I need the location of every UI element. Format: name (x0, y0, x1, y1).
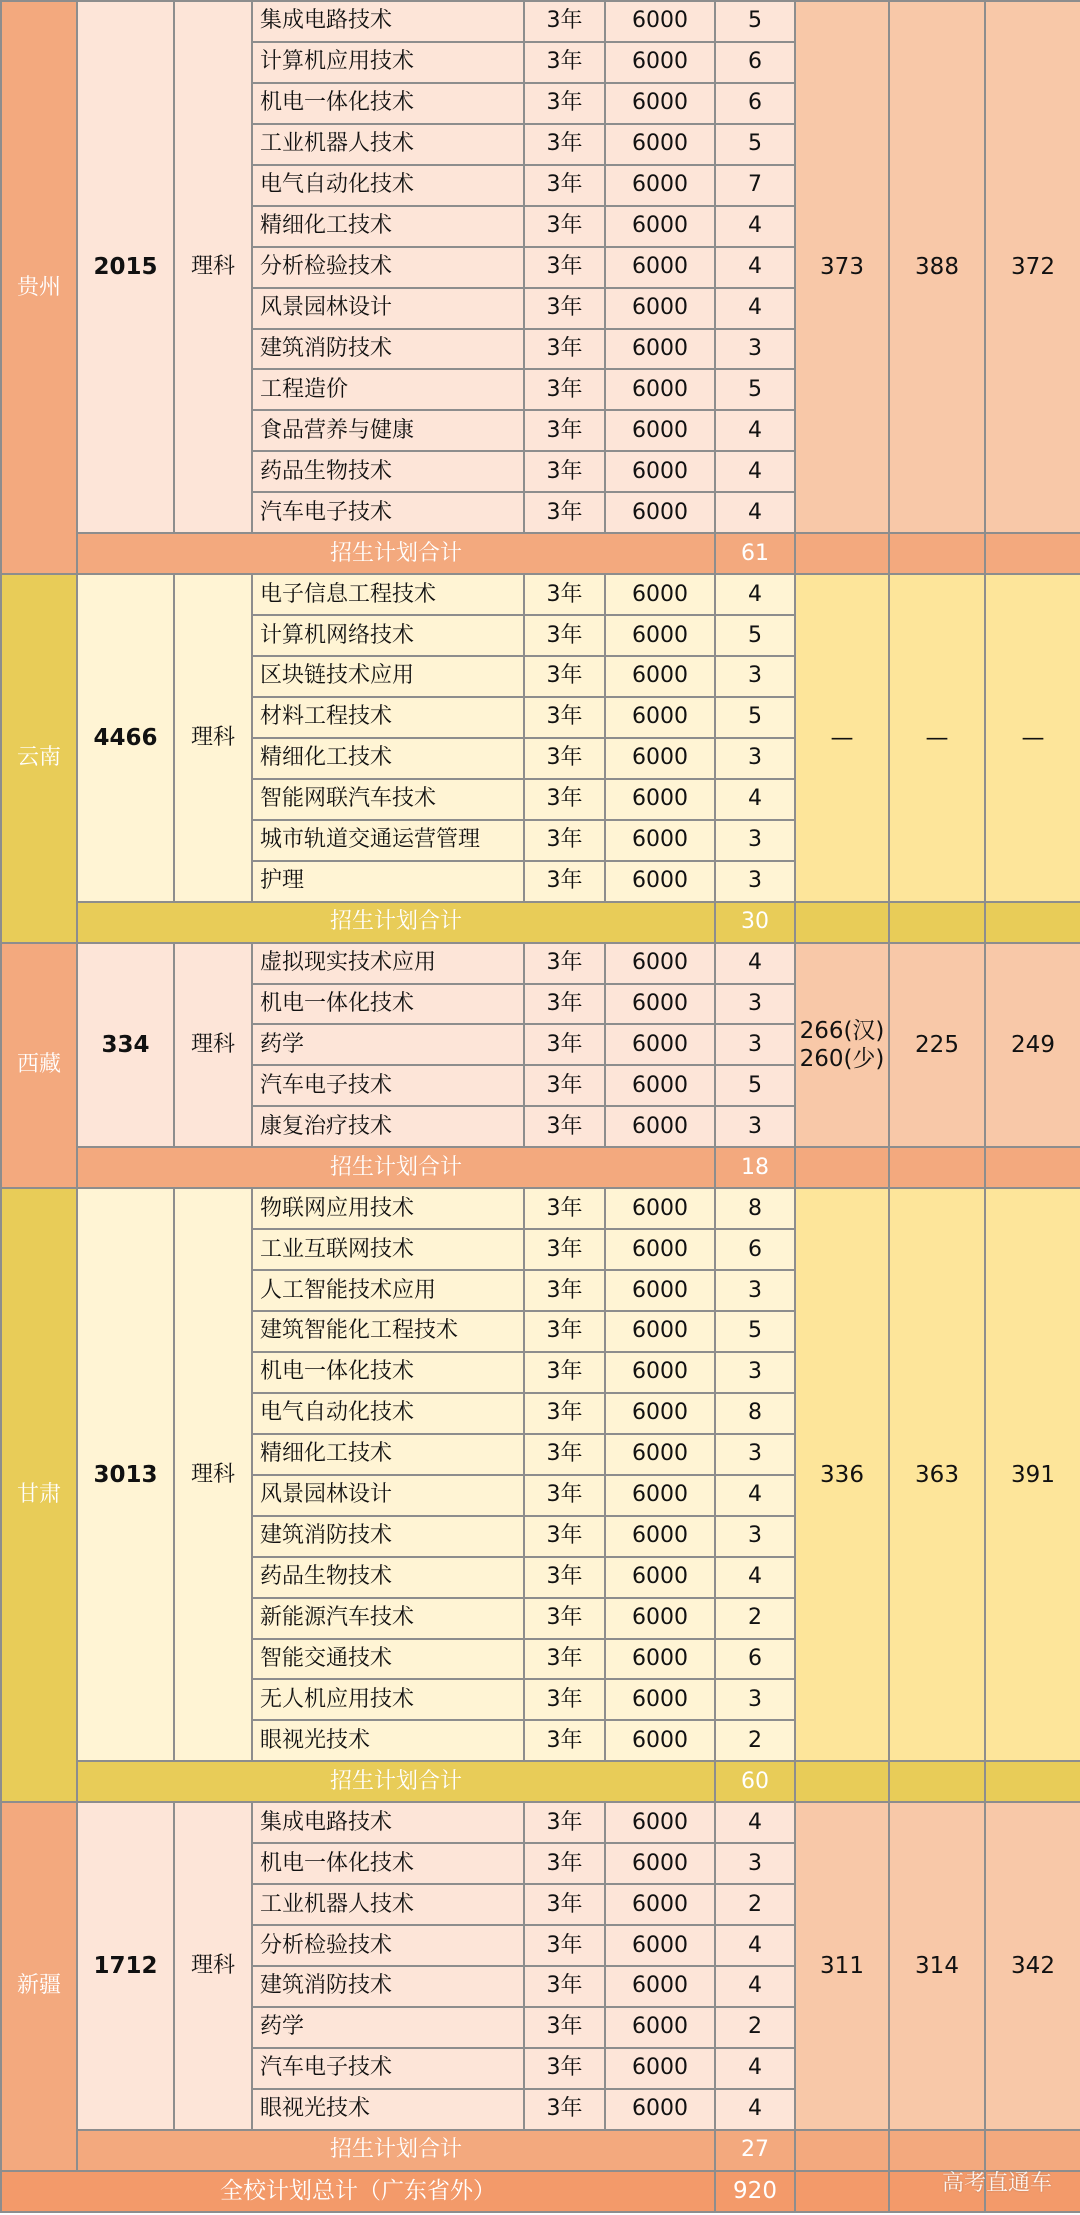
score-cell: 391 (985, 1188, 1080, 1761)
years-cell: 3年 (524, 1639, 605, 1680)
table-row (1, 1188, 1080, 1229)
major-cell: 无人机应用技术 (252, 1679, 524, 1720)
fee-cell: 6000 (605, 492, 715, 533)
major-cell: 城市轨道交通运营管理 (252, 820, 524, 861)
years-cell: 3年 (524, 2007, 605, 2048)
fee-cell: 6000 (605, 1720, 715, 1761)
plan-count-cell: 7 (715, 165, 795, 206)
fee-cell: 6000 (605, 165, 715, 206)
score-cell: 314 (889, 1802, 985, 2130)
plan-count-cell: 8 (715, 1188, 795, 1229)
years-cell: 3年 (524, 410, 605, 451)
province-cell: 西藏 (1, 943, 77, 1189)
plan-count-cell: 8 (715, 1393, 795, 1434)
fee-cell: 6000 (605, 779, 715, 820)
years-cell: 3年 (524, 1393, 605, 1434)
major-cell: 精细化工技术 (252, 1434, 524, 1475)
plan-count-cell: 3 (715, 1679, 795, 1720)
score-line: 260(少) (799, 1045, 885, 1072)
major-cell: 建筑消防技术 (252, 1966, 524, 2007)
fee-cell: 6000 (605, 574, 715, 615)
plan-count-cell: 4 (715, 451, 795, 492)
plan-count-cell: 6 (715, 1639, 795, 1680)
subtotal-empty-cell (795, 902, 889, 943)
years-cell: 3年 (524, 943, 605, 984)
plan-count-cell: 6 (715, 1229, 795, 1270)
years-cell: 3年 (524, 615, 605, 656)
fee-cell: 6000 (605, 861, 715, 902)
major-cell: 计算机应用技术 (252, 42, 524, 83)
plan-count-cell: 4 (715, 574, 795, 615)
subtotal-empty-cell (985, 2130, 1080, 2171)
major-cell: 药学 (252, 2007, 524, 2048)
years-cell: 3年 (524, 1966, 605, 2007)
years-cell: 3年 (524, 247, 605, 288)
plan-count-cell: 3 (715, 861, 795, 902)
plan-count-cell: 4 (715, 779, 795, 820)
fee-cell: 6000 (605, 1679, 715, 1720)
fee-cell: 6000 (605, 1598, 715, 1639)
years-cell: 3年 (524, 1557, 605, 1598)
major-cell: 汽车电子技术 (252, 2048, 524, 2089)
plan-count-cell: 4 (715, 1557, 795, 1598)
major-cell: 护理 (252, 861, 524, 902)
major-cell: 机电一体化技术 (252, 1843, 524, 1884)
fee-cell: 6000 (605, 1229, 715, 1270)
plan-count-cell: 3 (715, 1352, 795, 1393)
major-cell: 风景园林设计 (252, 1475, 524, 1516)
score-cell: — (985, 574, 1080, 902)
category-cell: 理科 (174, 1188, 252, 1761)
plan-count-cell: 3 (715, 984, 795, 1025)
years-cell: 3年 (524, 451, 605, 492)
years-cell: 3年 (524, 42, 605, 83)
plan-count-cell: 2 (715, 1598, 795, 1639)
major-cell: 康复治疗技术 (252, 1106, 524, 1147)
fee-cell: 6000 (605, 1270, 715, 1311)
fee-cell: 6000 (605, 329, 715, 370)
major-cell: 机电一体化技术 (252, 984, 524, 1025)
score-cell: 342 (985, 1802, 1080, 2130)
table-body (1, 1, 1080, 2212)
years-cell: 3年 (524, 1884, 605, 1925)
plan-count-cell: 3 (715, 1516, 795, 1557)
subtotal-empty-cell (985, 1761, 1080, 1802)
fee-cell: 6000 (605, 369, 715, 410)
years-cell: 3年 (524, 1106, 605, 1147)
plan-count-cell: 3 (715, 820, 795, 861)
plan-count-cell: 6 (715, 42, 795, 83)
major-cell: 计算机网络技术 (252, 615, 524, 656)
grand-total-empty-cell (795, 2171, 889, 2212)
subtotal-empty-cell (889, 902, 985, 943)
plan-count-cell: 4 (715, 1802, 795, 1843)
years-cell: 3年 (524, 656, 605, 697)
major-cell: 建筑智能化工程技术 (252, 1311, 524, 1352)
major-cell: 集成电路技术 (252, 1802, 524, 1843)
plan-count-cell: 4 (715, 247, 795, 288)
major-cell: 集成电路技术 (252, 1, 524, 42)
fee-cell: 6000 (605, 943, 715, 984)
fee-cell: 6000 (605, 124, 715, 165)
grand-total-row (1, 2171, 1080, 2212)
province-code-cell: 1712 (77, 1802, 174, 2130)
score-cell: 225 (889, 943, 985, 1148)
years-cell: 3年 (524, 288, 605, 329)
subtotal-empty-cell (795, 1147, 889, 1188)
years-cell: 3年 (524, 1188, 605, 1229)
years-cell: 3年 (524, 738, 605, 779)
watermark-text: 高考直通车 (941, 2171, 1052, 2196)
subtotal-row (1, 1147, 1080, 1188)
years-cell: 3年 (524, 1843, 605, 1884)
years-cell: 3年 (524, 83, 605, 124)
fee-cell: 6000 (605, 1106, 715, 1147)
table-row (1, 943, 1080, 984)
major-cell: 智能网联汽车技术 (252, 779, 524, 820)
major-cell: 分析检验技术 (252, 1925, 524, 1966)
major-cell: 风景园林设计 (252, 288, 524, 329)
major-cell: 药品生物技术 (252, 451, 524, 492)
fee-cell: 6000 (605, 697, 715, 738)
subtotal-empty-cell (889, 1147, 985, 1188)
years-cell: 3年 (524, 861, 605, 902)
fee-cell: 6000 (605, 1557, 715, 1598)
fee-cell: 6000 (605, 410, 715, 451)
fee-cell: 6000 (605, 1352, 715, 1393)
fee-cell: 6000 (605, 2048, 715, 2089)
years-cell: 3年 (524, 574, 605, 615)
plan-count-cell: 4 (715, 943, 795, 984)
plan-count-cell: 4 (715, 1925, 795, 1966)
fee-cell: 6000 (605, 656, 715, 697)
years-cell: 3年 (524, 369, 605, 410)
score-cell: 311 (795, 1802, 889, 2130)
fee-cell: 6000 (605, 206, 715, 247)
years-cell: 3年 (524, 1, 605, 42)
province-cell: 新疆 (1, 1802, 77, 2170)
category-cell: 理科 (174, 574, 252, 902)
fee-cell: 6000 (605, 1802, 715, 1843)
years-cell: 3年 (524, 1925, 605, 1966)
category-cell: 理科 (174, 1802, 252, 2130)
subtotal-empty-cell (889, 533, 985, 574)
plan-count-cell: 2 (715, 1720, 795, 1761)
plan-count-cell: 3 (715, 738, 795, 779)
years-cell: 3年 (524, 329, 605, 370)
major-cell: 工程造价 (252, 369, 524, 410)
plan-count-cell: 5 (715, 697, 795, 738)
category-cell: 理科 (174, 1, 252, 533)
plan-count-cell: 5 (715, 1, 795, 42)
major-cell: 汽车电子技术 (252, 492, 524, 533)
plan-count-cell: 3 (715, 1843, 795, 1884)
subtotal-label: 招生计划合计 (77, 1147, 715, 1188)
major-cell: 药学 (252, 1024, 524, 1065)
score-cell: — (795, 574, 889, 902)
years-cell: 3年 (524, 1720, 605, 1761)
years-cell: 3年 (524, 1024, 605, 1065)
fee-cell: 6000 (605, 1065, 715, 1106)
plan-count-cell: 4 (715, 1475, 795, 1516)
province-cell: 云南 (1, 574, 77, 942)
subtotal-empty-cell (985, 902, 1080, 943)
major-cell: 机电一体化技术 (252, 83, 524, 124)
fee-cell: 6000 (605, 1, 715, 42)
subtotal-label: 招生计划合计 (77, 1761, 715, 1802)
score-cell: 373 (795, 1, 889, 533)
plan-count-cell: 3 (715, 656, 795, 697)
province-code-cell: 3013 (77, 1188, 174, 1761)
major-cell: 区块链技术应用 (252, 656, 524, 697)
province-code-cell: 334 (77, 943, 174, 1148)
fee-cell: 6000 (605, 2089, 715, 2130)
years-cell: 3年 (524, 1065, 605, 1106)
subtotal-value: 61 (715, 533, 795, 574)
years-cell: 3年 (524, 1679, 605, 1720)
fee-cell: 6000 (605, 1843, 715, 1884)
plan-count-cell: 4 (715, 2048, 795, 2089)
years-cell: 3年 (524, 124, 605, 165)
score-cell: 249 (985, 943, 1080, 1148)
province-code-cell: 4466 (77, 574, 174, 902)
major-cell: 食品营养与健康 (252, 410, 524, 451)
major-cell: 物联网应用技术 (252, 1188, 524, 1229)
fee-cell: 6000 (605, 615, 715, 656)
years-cell: 3年 (524, 2089, 605, 2130)
subtotal-value: 27 (715, 2130, 795, 2171)
plan-count-cell: 3 (715, 1024, 795, 1065)
years-cell: 3年 (524, 984, 605, 1025)
years-cell: 3年 (524, 1270, 605, 1311)
major-cell: 虚拟现实技术应用 (252, 943, 524, 984)
fee-cell: 6000 (605, 1516, 715, 1557)
plan-count-cell: 4 (715, 288, 795, 329)
plan-count-cell: 2 (715, 1884, 795, 1925)
score-cell: — (889, 574, 985, 902)
plan-count-cell: 5 (715, 615, 795, 656)
subtotal-label: 招生计划合计 (77, 533, 715, 574)
major-cell: 分析检验技术 (252, 247, 524, 288)
years-cell: 3年 (524, 697, 605, 738)
years-cell: 3年 (524, 820, 605, 861)
major-cell: 工业互联网技术 (252, 1229, 524, 1270)
fee-cell: 6000 (605, 451, 715, 492)
score-cell (795, 943, 889, 1148)
plan-count-cell: 5 (715, 124, 795, 165)
grand-total-label: 全校计划总计（广东省外） (1, 2171, 715, 2212)
subtotal-value: 18 (715, 1147, 795, 1188)
years-cell: 3年 (524, 1475, 605, 1516)
major-cell: 药品生物技术 (252, 1557, 524, 1598)
plan-count-cell: 6 (715, 83, 795, 124)
fee-cell: 6000 (605, 1475, 715, 1516)
subtotal-empty-cell (795, 533, 889, 574)
subtotal-empty-cell (985, 1147, 1080, 1188)
fee-cell: 6000 (605, 1434, 715, 1475)
subtotal-value: 60 (715, 1761, 795, 1802)
fee-cell: 6000 (605, 738, 715, 779)
subtotal-value: 30 (715, 902, 795, 943)
fee-cell: 6000 (605, 1639, 715, 1680)
subtotal-label: 招生计划合计 (77, 902, 715, 943)
plan-count-cell: 4 (715, 1966, 795, 2007)
plan-count-cell: 5 (715, 369, 795, 410)
subtotal-row (1, 1761, 1080, 1802)
subtotal-row (1, 2130, 1080, 2171)
subtotal-empty-cell (985, 533, 1080, 574)
fee-cell: 6000 (605, 1925, 715, 1966)
score-cell: 363 (889, 1188, 985, 1761)
plan-count-cell: 4 (715, 206, 795, 247)
fee-cell: 6000 (605, 288, 715, 329)
years-cell: 3年 (524, 1352, 605, 1393)
years-cell: 3年 (524, 492, 605, 533)
years-cell: 3年 (524, 1434, 605, 1475)
major-cell: 工业机器人技术 (252, 124, 524, 165)
fee-cell: 6000 (605, 83, 715, 124)
score-cell: 372 (985, 1, 1080, 533)
major-cell: 精细化工技术 (252, 206, 524, 247)
major-cell: 电子信息工程技术 (252, 574, 524, 615)
fee-cell: 6000 (605, 1966, 715, 2007)
major-cell: 人工智能技术应用 (252, 1270, 524, 1311)
province-cell: 贵州 (1, 1, 77, 574)
fee-cell: 6000 (605, 2007, 715, 2048)
major-cell: 工业机器人技术 (252, 1884, 524, 1925)
years-cell: 3年 (524, 1516, 605, 1557)
years-cell: 3年 (524, 1229, 605, 1270)
category-cell: 理科 (174, 943, 252, 1148)
plan-count-cell: 4 (715, 2089, 795, 2130)
major-cell: 材料工程技术 (252, 697, 524, 738)
years-cell: 3年 (524, 2048, 605, 2089)
plan-count-cell: 3 (715, 329, 795, 370)
major-cell: 建筑消防技术 (252, 1516, 524, 1557)
grand-total-value: 920 (715, 2171, 795, 2212)
score-line: 266(汉) (799, 1017, 885, 1044)
fee-cell: 6000 (605, 1188, 715, 1229)
plan-count-cell: 5 (715, 1311, 795, 1352)
fee-cell: 6000 (605, 42, 715, 83)
score-cell: 388 (889, 1, 985, 533)
plan-count-cell: 2 (715, 2007, 795, 2048)
fee-cell: 6000 (605, 984, 715, 1025)
plan-count-cell: 3 (715, 1434, 795, 1475)
province-cell: 甘肃 (1, 1188, 77, 1802)
years-cell: 3年 (524, 779, 605, 820)
subtotal-empty-cell (795, 2130, 889, 2171)
years-cell: 3年 (524, 165, 605, 206)
province-code-cell: 2015 (77, 1, 174, 533)
major-cell: 眼视光技术 (252, 2089, 524, 2130)
fee-cell: 6000 (605, 1311, 715, 1352)
years-cell: 3年 (524, 1311, 605, 1352)
years-cell: 3年 (524, 1598, 605, 1639)
major-cell: 建筑消防技术 (252, 329, 524, 370)
fee-cell: 6000 (605, 247, 715, 288)
major-cell: 精细化工技术 (252, 738, 524, 779)
fee-cell: 6000 (605, 1393, 715, 1434)
major-cell: 新能源汽车技术 (252, 1598, 524, 1639)
fee-cell: 6000 (605, 820, 715, 861)
major-cell: 电气自动化技术 (252, 165, 524, 206)
major-cell: 电气自动化技术 (252, 1393, 524, 1434)
plan-count-cell: 3 (715, 1270, 795, 1311)
score-cell: 336 (795, 1188, 889, 1761)
major-cell: 眼视光技术 (252, 1720, 524, 1761)
subtotal-empty-cell (889, 1761, 985, 1802)
subtotal-empty-cell (795, 1761, 889, 1802)
plan-count-cell: 4 (715, 410, 795, 451)
subtotal-empty-cell (889, 2130, 985, 2171)
major-cell: 机电一体化技术 (252, 1352, 524, 1393)
years-cell: 3年 (524, 206, 605, 247)
major-cell: 智能交通技术 (252, 1639, 524, 1680)
table-row (1, 1, 1080, 42)
subtotal-label: 招生计划合计 (77, 2130, 715, 2171)
plan-count-cell: 5 (715, 1065, 795, 1106)
subtotal-row (1, 533, 1080, 574)
plan-count-cell: 3 (715, 1106, 795, 1147)
table-row (1, 1802, 1080, 1843)
fee-cell: 6000 (605, 1024, 715, 1065)
years-cell: 3年 (524, 1802, 605, 1843)
major-cell: 汽车电子技术 (252, 1065, 524, 1106)
subtotal-row (1, 902, 1080, 943)
fee-cell: 6000 (605, 1884, 715, 1925)
table-row (1, 574, 1080, 615)
plan-count-cell: 4 (715, 492, 795, 533)
